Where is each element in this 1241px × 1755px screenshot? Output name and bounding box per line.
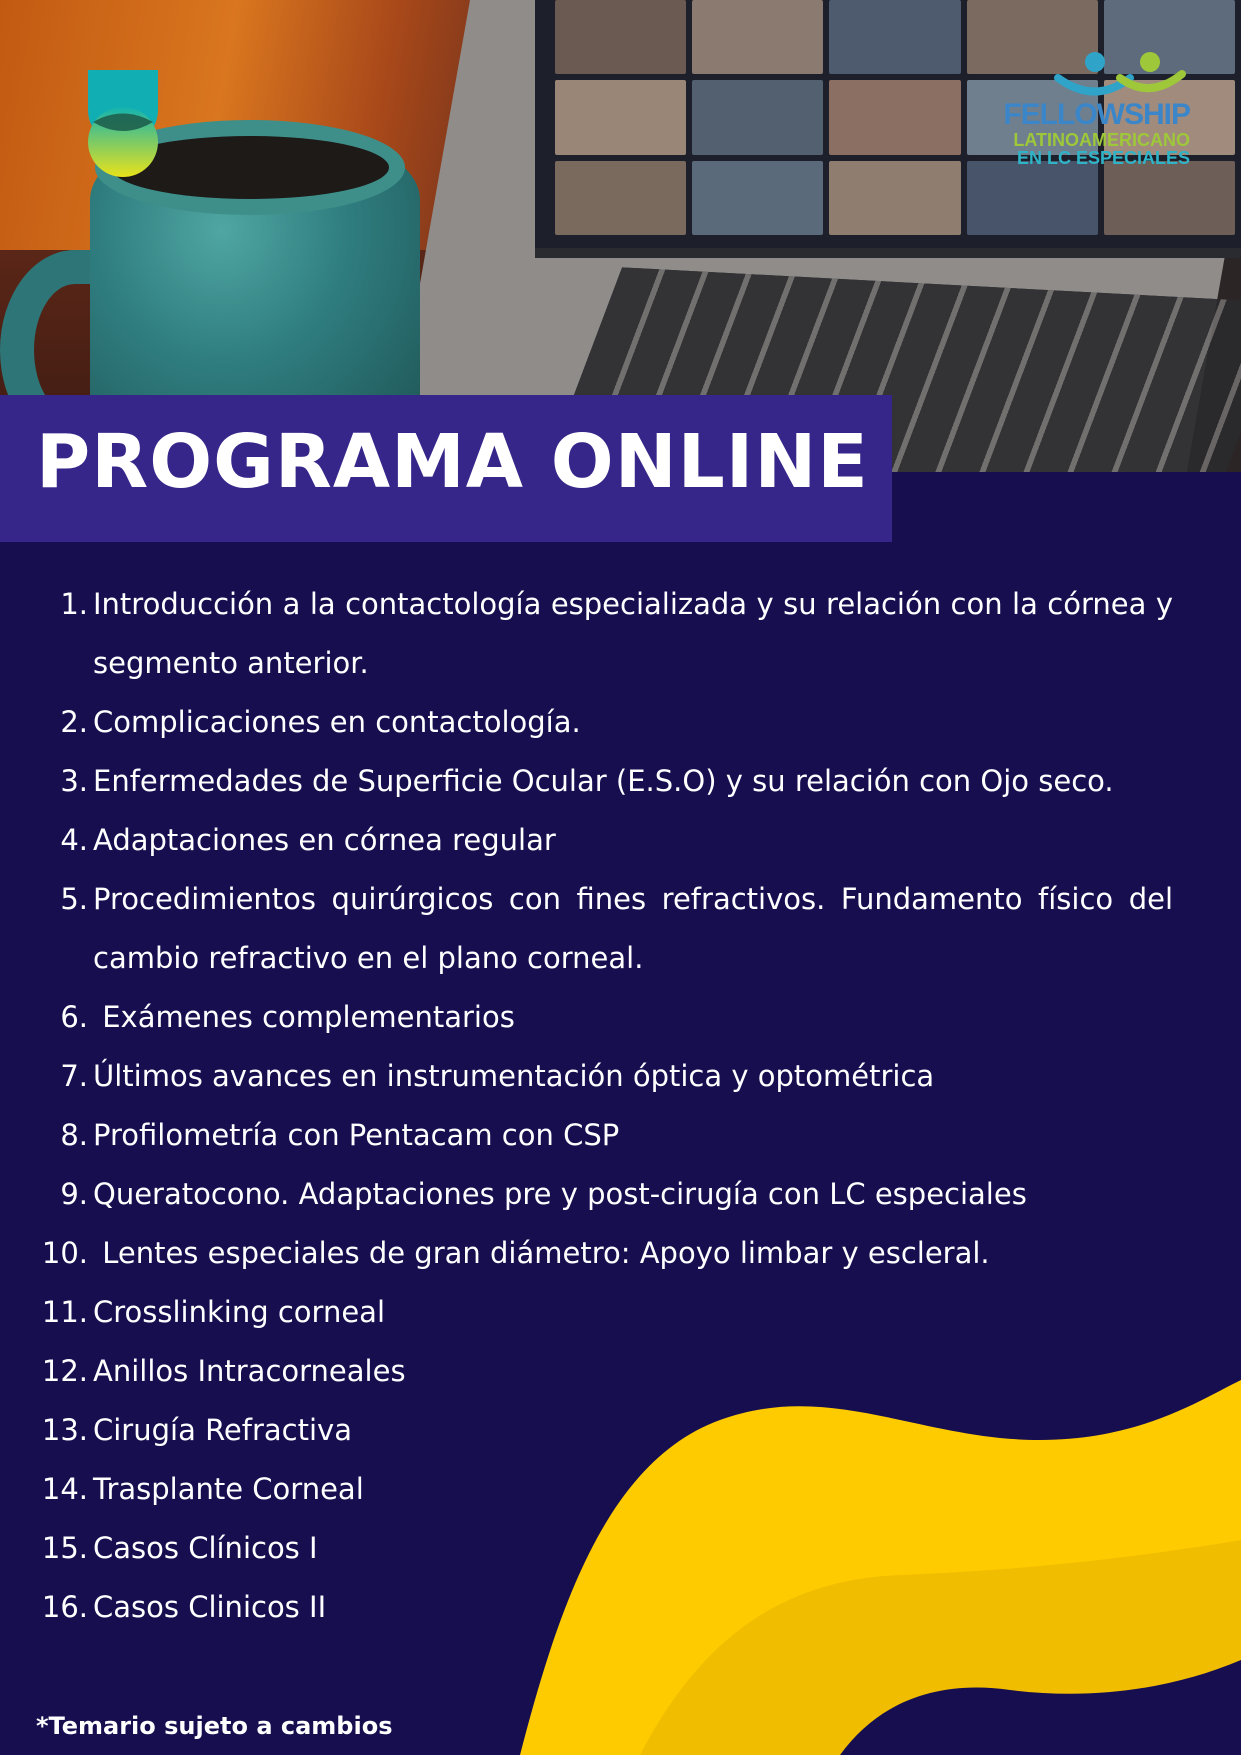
list-item — [0, 1578, 1241, 1637]
list-item — [0, 1283, 1241, 1342]
list-item-text: Complicaciones en contactología. — [93, 705, 581, 739]
list-item-number: 4. — [60, 823, 88, 857]
list-item-number: 8. — [60, 1118, 88, 1152]
video-tile — [829, 0, 960, 74]
list-item — [0, 870, 1241, 988]
list-item-number: 5. — [60, 882, 88, 916]
video-tile — [692, 161, 823, 235]
list-item-number: 1. — [60, 587, 88, 621]
list-item-text: Últimos avances en instrumentación óptica y optométrica — [93, 1059, 935, 1093]
list-item — [0, 1460, 1241, 1519]
list-item — [0, 1342, 1241, 1401]
list-item — [0, 1165, 1241, 1224]
list-item-text: Exámenes complementarios — [93, 1000, 515, 1034]
list-item-number: 3. — [60, 764, 88, 798]
list-item-number: 6. — [60, 1000, 88, 1034]
list-item-number: 11. — [41, 1295, 88, 1329]
video-tile — [555, 0, 686, 74]
list-item — [0, 811, 1241, 870]
page-title: PROGRAMA ONLINE — [36, 419, 869, 505]
list-item-text: Anillos Intracorneales — [93, 1354, 406, 1388]
list-item-number: 9. — [60, 1177, 88, 1211]
video-tile — [692, 0, 823, 74]
fellowship-logo-line2: LATINOAMERICANO — [1013, 129, 1190, 150]
list-item — [0, 1224, 1241, 1283]
list-item — [0, 752, 1241, 811]
list-item-text: Cirugía Refractiva — [93, 1413, 352, 1447]
two-people-figures-icon — [1050, 50, 1190, 100]
list-item-text: Procedimientos quirúrgicos con fines refractivos. Fundamento físico del cambio refractivo en el plano corneal. — [93, 882, 1173, 975]
list-item — [0, 693, 1241, 752]
list-item-number: 7. — [60, 1059, 88, 1093]
list-item-text: Enfermedades de Superficie Ocular (E.S.O) y su relación con Ojo seco. — [93, 764, 1114, 798]
list-item-number: 14. — [41, 1472, 88, 1506]
list-item-number: 15. — [41, 1531, 88, 1565]
list-item-text: Introducción a la contactología especializada y su relación con la córnea y segmento anterior. — [93, 587, 1173, 680]
video-tile — [829, 161, 960, 235]
list-item-text: Casos Clínicos I — [93, 1531, 318, 1565]
list-item-text: Casos Clinicos II — [93, 1590, 327, 1624]
video-tile — [555, 161, 686, 235]
fellowship-logo — [990, 50, 1190, 200]
fellowship-logo-line3: EN LC ESPECIALES — [1016, 147, 1190, 168]
list-item — [0, 1519, 1241, 1578]
brand-mark-icon — [88, 70, 158, 180]
list-item-number: 16. — [41, 1590, 88, 1624]
list-item-text: Lentes especiales de gran diámetro: Apoyo limbar y escleral. — [93, 1236, 990, 1270]
list-item-text: Adaptaciones en córnea regular — [93, 823, 556, 857]
list-item — [0, 1047, 1241, 1106]
footnote: *Temario sujeto a cambios — [36, 1712, 393, 1740]
video-tile — [555, 80, 686, 154]
list-item — [0, 988, 1241, 1047]
list-item-text: Queratocono. Adaptaciones pre y post-cirugía con LC especiales — [93, 1177, 1027, 1211]
fellowship-logo-line1: FELLOWSHIP — [1003, 98, 1190, 131]
list-item-text: Crosslinking corneal — [93, 1295, 385, 1329]
list-item — [0, 1106, 1241, 1165]
video-tile — [829, 80, 960, 154]
list-item — [0, 575, 1241, 693]
video-tile — [692, 80, 823, 154]
program-list — [0, 575, 1241, 1637]
list-item-text: Profilometría con Pentacam con CSP — [93, 1118, 620, 1152]
list-item-number: 12. — [41, 1354, 88, 1388]
list-item-number: 2. — [60, 705, 88, 739]
list-item-number: 13. — [41, 1413, 88, 1447]
list-item-text: Trasplante Corneal — [93, 1472, 364, 1506]
list-item — [0, 1401, 1241, 1460]
list-item-number: 10. — [41, 1236, 88, 1270]
